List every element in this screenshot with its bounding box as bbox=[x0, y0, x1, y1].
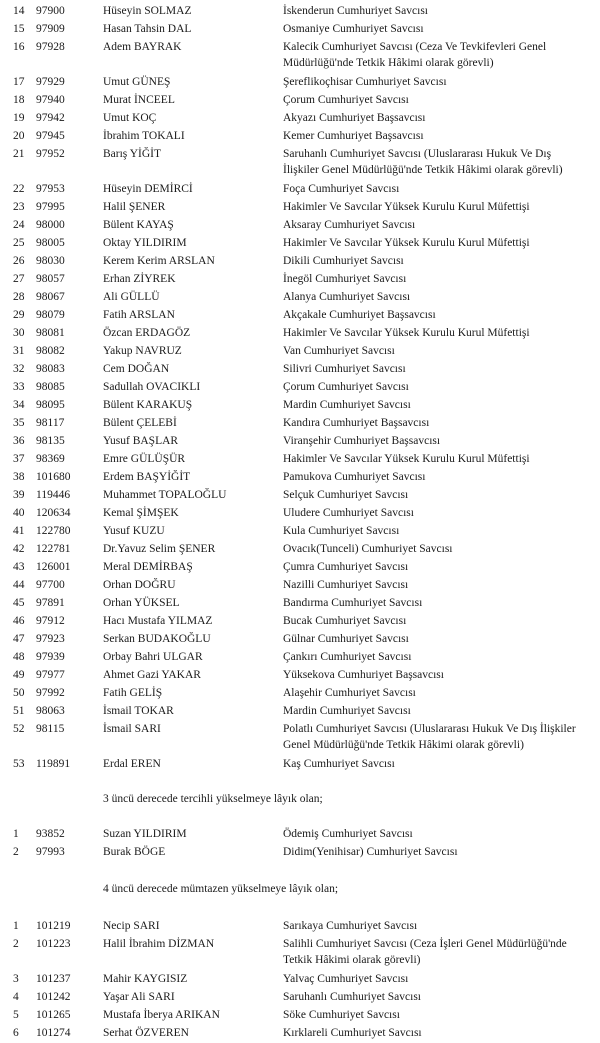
person-name: İsmail TOKAR bbox=[103, 705, 174, 717]
row-number: 2 bbox=[13, 846, 19, 858]
duty-station: Aksaray Cumhuriyet Savcısı bbox=[283, 219, 416, 231]
person-name: Mahir KAYGISIZ bbox=[103, 973, 188, 985]
list-row bbox=[0, 649, 600, 667]
person-name: Yusuf BAŞLAR bbox=[103, 435, 179, 447]
duty-station: Bucak Cumhuriyet Savcısı bbox=[283, 615, 407, 627]
row-number: 52 bbox=[13, 723, 25, 735]
duty-station: Saruhanlı Cumhuriyet Savcısı bbox=[283, 991, 421, 1003]
registry-number: 98082 bbox=[36, 345, 65, 357]
registry-number: 126001 bbox=[36, 561, 71, 573]
row-number: 23 bbox=[13, 201, 25, 213]
duty-station: Yüksekova Cumhuriyet Başsavcısı bbox=[283, 669, 444, 681]
person-name: İsmail SARI bbox=[103, 723, 161, 735]
duty-station: İskenderun Cumhuriyet Savcısı bbox=[283, 5, 429, 17]
list-row bbox=[0, 541, 600, 559]
row-number: 5 bbox=[13, 1009, 19, 1021]
appointment-list-section-3 bbox=[0, 918, 600, 1043]
person-name: Umut GÜNEŞ bbox=[103, 76, 171, 88]
row-number: 51 bbox=[13, 705, 25, 717]
row-number: 40 bbox=[13, 507, 25, 519]
duty-station: Ovacık(Tunceli) Cumhuriyet Savcısı bbox=[283, 543, 453, 555]
person-name: Kerem Kerim ARSLAN bbox=[103, 255, 215, 267]
list-row bbox=[0, 217, 600, 235]
person-name: Yusuf KUZU bbox=[103, 525, 165, 537]
registry-number: 119891 bbox=[36, 758, 71, 770]
list-row bbox=[0, 415, 600, 433]
registry-number: 122781 bbox=[36, 543, 71, 555]
row-number: 34 bbox=[13, 399, 25, 411]
row-number: 53 bbox=[13, 758, 25, 770]
duty-station: Selçuk Cumhuriyet Savcısı bbox=[283, 489, 409, 501]
list-row bbox=[0, 433, 600, 451]
duty-station: Bandırma Cumhuriyet Savcısı bbox=[283, 597, 423, 609]
person-name: Erdal EREN bbox=[103, 758, 161, 770]
registry-number: 98079 bbox=[36, 309, 65, 321]
section-heading-tercihli: 3 üncü derecede tercihli yükselmeye lâyık olan; bbox=[103, 793, 323, 805]
registry-number: 101680 bbox=[36, 471, 71, 483]
person-name: Erhan ZİYREK bbox=[103, 273, 176, 285]
list-row bbox=[0, 3, 600, 21]
person-name: Cem DOĞAN bbox=[103, 363, 170, 375]
registry-number: 119446 bbox=[36, 489, 71, 501]
row-number: 43 bbox=[13, 561, 25, 573]
person-name: Ali GÜLLÜ bbox=[103, 291, 160, 303]
person-name: Oktay YILDIRIM bbox=[103, 237, 187, 249]
duty-station: Kemer Cumhuriyet Başsavcısı bbox=[283, 130, 424, 142]
row-number: 22 bbox=[13, 183, 25, 195]
person-name: Ahmet Gazi YAKAR bbox=[103, 669, 201, 681]
duty-station: Pamukova Cumhuriyet Savcısı bbox=[283, 471, 426, 483]
list-row bbox=[0, 595, 600, 613]
person-name: Hasan Tahsin DAL bbox=[103, 23, 192, 35]
duty-station: Nazilli Cumhuriyet Savcısı bbox=[283, 579, 409, 591]
row-number: 21 bbox=[13, 148, 25, 160]
registry-number: 98005 bbox=[36, 237, 65, 249]
row-number: 30 bbox=[13, 327, 25, 339]
row-number: 25 bbox=[13, 237, 25, 249]
registry-number: 101237 bbox=[36, 973, 71, 985]
person-name: Yakup NAVRUZ bbox=[103, 345, 182, 357]
registry-number: 97995 bbox=[36, 201, 65, 213]
registry-number: 97952 bbox=[36, 148, 65, 160]
person-name: Murat İNCEEL bbox=[103, 94, 175, 106]
list-row bbox=[0, 487, 600, 505]
list-row bbox=[0, 667, 600, 685]
row-number: 47 bbox=[13, 633, 25, 645]
person-name: Burak BÖGE bbox=[103, 846, 166, 858]
row-number: 28 bbox=[13, 291, 25, 303]
list-row bbox=[0, 469, 600, 487]
list-row bbox=[0, 379, 600, 397]
list-row bbox=[0, 199, 600, 217]
list-row bbox=[0, 756, 600, 774]
duty-station: Dikili Cumhuriyet Savcısı bbox=[283, 255, 404, 267]
registry-number: 98063 bbox=[36, 705, 65, 717]
person-name: Yaşar Ali SARI bbox=[103, 991, 175, 1003]
duty-station: Polatlı Cumhuriyet Savcısı (Uluslararası Hukuk Ve Dış İlişkiler Genel Müdürlüğü'nde Tetkik Hâkimi olarak görevli) bbox=[283, 723, 576, 751]
duty-station: Mardin Cumhuriyet Savcısı bbox=[283, 399, 411, 411]
registry-number: 97977 bbox=[36, 669, 65, 681]
row-number: 1 bbox=[13, 920, 19, 932]
registry-number: 97912 bbox=[36, 615, 65, 627]
row-number: 4 bbox=[13, 991, 19, 1003]
list-row bbox=[0, 39, 600, 74]
person-name: Kemal ŞİMŞEK bbox=[103, 507, 179, 519]
person-name: Serkan BUDAKOĞLU bbox=[103, 633, 211, 645]
row-number: 1 bbox=[13, 828, 19, 840]
duty-station: Foça Cumhuriyet Savcısı bbox=[283, 183, 400, 195]
person-name: Emre GÜLÜŞÜR bbox=[103, 453, 186, 465]
duty-station: Kaş Cumhuriyet Savcısı bbox=[283, 758, 395, 770]
list-row bbox=[0, 1007, 600, 1025]
duty-station: Salihli Cumhuriyet Savcısı (Ceza İşleri Genel Müdürlüğü'nde Tetkik Hâkimi olarak görevli) bbox=[283, 938, 567, 966]
row-number: 31 bbox=[13, 345, 25, 357]
duty-station: Mardin Cumhuriyet Savcısı bbox=[283, 705, 411, 717]
person-name: Adem BAYRAK bbox=[103, 41, 182, 53]
row-number: 45 bbox=[13, 597, 25, 609]
person-name: Hüseyin DEMİRCİ bbox=[103, 183, 193, 195]
duty-station: Hakimler Ve Savcılar Yüksek Kurulu Kurul Müfettişi bbox=[283, 453, 530, 465]
duty-station: Silivri Cumhuriyet Savcısı bbox=[283, 363, 406, 375]
person-name: Hacı Mustafa YILMAZ bbox=[103, 615, 213, 627]
list-row bbox=[0, 271, 600, 289]
person-name: Hüseyin SOLMAZ bbox=[103, 5, 192, 17]
registry-number: 122780 bbox=[36, 525, 71, 537]
registry-number: 98057 bbox=[36, 273, 65, 285]
row-number: 41 bbox=[13, 525, 25, 537]
person-name: Orhan DOĞRU bbox=[103, 579, 176, 591]
person-name: Serhat ÖZVEREN bbox=[103, 1027, 189, 1039]
registry-number: 101274 bbox=[36, 1027, 71, 1039]
list-row bbox=[0, 918, 600, 936]
registry-number: 120634 bbox=[36, 507, 71, 519]
list-row bbox=[0, 343, 600, 361]
registry-number: 98030 bbox=[36, 255, 65, 267]
duty-station: Van Cumhuriyet Savcısı bbox=[283, 345, 395, 357]
list-row bbox=[0, 253, 600, 271]
list-row bbox=[0, 307, 600, 325]
duty-station: Hakimler Ve Savcılar Yüksek Kurulu Kurul Müfettişi bbox=[283, 201, 530, 213]
list-row bbox=[0, 844, 600, 862]
person-name: Özcan ERDAGÖZ bbox=[103, 327, 191, 339]
list-row bbox=[0, 235, 600, 253]
row-number: 42 bbox=[13, 543, 25, 555]
row-number: 19 bbox=[13, 112, 25, 124]
row-number: 20 bbox=[13, 130, 25, 142]
registry-number: 97891 bbox=[36, 597, 65, 609]
row-number: 48 bbox=[13, 651, 25, 663]
row-number: 15 bbox=[13, 23, 25, 35]
registry-number: 98117 bbox=[36, 417, 65, 429]
row-number: 46 bbox=[13, 615, 25, 627]
person-name: Meral DEMİRBAŞ bbox=[103, 561, 193, 573]
registry-number: 97928 bbox=[36, 41, 65, 53]
list-row bbox=[0, 703, 600, 721]
row-number: 33 bbox=[13, 381, 25, 393]
person-name: Fatih ARSLAN bbox=[103, 309, 175, 321]
registry-number: 97700 bbox=[36, 579, 65, 591]
appointment-list-section-2 bbox=[0, 826, 600, 862]
registry-number: 101242 bbox=[36, 991, 71, 1003]
row-number: 17 bbox=[13, 76, 25, 88]
duty-station: Çumra Cumhuriyet Savcısı bbox=[283, 561, 409, 573]
row-number: 32 bbox=[13, 363, 25, 375]
person-name: Orhan YÜKSEL bbox=[103, 597, 180, 609]
person-name: Erdem BAŞYİĞİT bbox=[103, 471, 191, 483]
list-row bbox=[0, 577, 600, 595]
duty-station: Hakimler Ve Savcılar Yüksek Kurulu Kurul Müfettişi bbox=[283, 327, 530, 339]
row-number: 49 bbox=[13, 669, 25, 681]
row-number: 29 bbox=[13, 309, 25, 321]
duty-station: Yalvaç Cumhuriyet Savcısı bbox=[283, 973, 409, 985]
registry-number: 101223 bbox=[36, 938, 71, 950]
row-number: 37 bbox=[13, 453, 25, 465]
registry-number: 98067 bbox=[36, 291, 65, 303]
list-row bbox=[0, 181, 600, 199]
list-row bbox=[0, 451, 600, 469]
registry-number: 98085 bbox=[36, 381, 65, 393]
registry-number: 98000 bbox=[36, 219, 65, 231]
list-row bbox=[0, 110, 600, 128]
person-name: Mustafa İberya ARIKAN bbox=[103, 1009, 220, 1021]
list-row bbox=[0, 826, 600, 844]
row-number: 27 bbox=[13, 273, 25, 285]
registry-number: 97909 bbox=[36, 23, 65, 35]
appointment-list-section-1 bbox=[0, 3, 600, 774]
duty-station: Kandıra Cumhuriyet Başsavcısı bbox=[283, 417, 430, 429]
row-number: 18 bbox=[13, 94, 25, 106]
person-name: Bülent KAYAŞ bbox=[103, 219, 174, 231]
list-row bbox=[0, 325, 600, 343]
person-name: Muhammet TOPALOĞLU bbox=[103, 489, 227, 501]
list-row bbox=[0, 559, 600, 577]
list-row bbox=[0, 505, 600, 523]
registry-number: 98135 bbox=[36, 435, 65, 447]
list-row bbox=[0, 128, 600, 146]
row-number: 38 bbox=[13, 471, 25, 483]
row-number: 2 bbox=[13, 938, 19, 950]
row-number: 36 bbox=[13, 435, 25, 447]
duty-station: Söke Cumhuriyet Savcısı bbox=[283, 1009, 400, 1021]
duty-station: Ödemiş Cumhuriyet Savcısı bbox=[283, 828, 413, 840]
row-number: 39 bbox=[13, 489, 25, 501]
registry-number: 97939 bbox=[36, 651, 65, 663]
list-row bbox=[0, 1025, 600, 1043]
person-name: Sadullah OVACIKLI bbox=[103, 381, 201, 393]
list-row bbox=[0, 397, 600, 415]
person-name: Dr.Yavuz Selim ŞENER bbox=[103, 543, 216, 555]
duty-station: Osmaniye Cumhuriyet Savcısı bbox=[283, 23, 424, 35]
row-number: 35 bbox=[13, 417, 25, 429]
registry-number: 97953 bbox=[36, 183, 65, 195]
list-row bbox=[0, 21, 600, 39]
list-row bbox=[0, 74, 600, 92]
duty-station: Kalecik Cumhuriyet Savcısı (Ceza Ve Tevkifevleri Genel Müdürlüğü'nde Tetkik Hâkimi olarak görevli) bbox=[283, 41, 547, 69]
registry-number: 97993 bbox=[36, 846, 65, 858]
duty-station: Çankırı Cumhuriyet Savcısı bbox=[283, 651, 412, 663]
list-row bbox=[0, 989, 600, 1007]
list-row bbox=[0, 936, 600, 971]
row-number: 44 bbox=[13, 579, 25, 591]
row-number: 16 bbox=[13, 41, 25, 53]
person-name: Halil ŞENER bbox=[103, 201, 166, 213]
registry-number: 97945 bbox=[36, 130, 65, 142]
duty-station: Çorum Cumhuriyet Savcısı bbox=[283, 94, 409, 106]
person-name: Halil İbrahim DİZMAN bbox=[103, 938, 215, 950]
duty-station: Şereflikoçhisar Cumhuriyet Savcısı bbox=[283, 76, 447, 88]
person-name: Fatih GELİŞ bbox=[103, 687, 163, 699]
list-row bbox=[0, 289, 600, 307]
duty-station: Kula Cumhuriyet Savcısı bbox=[283, 525, 400, 537]
duty-station: Sarıkaya Cumhuriyet Savcısı bbox=[283, 920, 418, 932]
registry-number: 93852 bbox=[36, 828, 65, 840]
duty-station: Alanya Cumhuriyet Savcısı bbox=[283, 291, 411, 303]
registry-number: 98081 bbox=[36, 327, 65, 339]
duty-station: Gülnar Cumhuriyet Savcısı bbox=[283, 633, 409, 645]
registry-number: 98083 bbox=[36, 363, 65, 375]
person-name: Orbay Bahri ULGAR bbox=[103, 651, 203, 663]
section-heading-mumtazen: 4 üncü derecede mümtazen yükselmeye lâyık olan; bbox=[103, 883, 339, 895]
person-name: Necip SARI bbox=[103, 920, 160, 932]
registry-number: 97929 bbox=[36, 76, 65, 88]
list-row bbox=[0, 685, 600, 703]
list-row bbox=[0, 721, 600, 756]
list-row bbox=[0, 146, 600, 181]
person-name: Bülent ÇELEBİ bbox=[103, 417, 177, 429]
registry-number: 97942 bbox=[36, 112, 65, 124]
person-name: Barış YİĞİT bbox=[103, 148, 162, 160]
registry-number: 98095 bbox=[36, 399, 65, 411]
registry-number: 101219 bbox=[36, 920, 71, 932]
duty-station: Saruhanlı Cumhuriyet Savcısı (Uluslararası Hukuk Ve Dış İlişkiler Genel Müdürlüğü'nde Tetkik Hâkimi olarak görevli) bbox=[283, 148, 563, 176]
list-row bbox=[0, 613, 600, 631]
person-name: Bülent KARAKUŞ bbox=[103, 399, 193, 411]
duty-station: Akçakale Cumhuriyet Başsavcısı bbox=[283, 309, 436, 321]
row-number: 14 bbox=[13, 5, 25, 17]
registry-number: 97940 bbox=[36, 94, 65, 106]
list-row bbox=[0, 92, 600, 110]
person-name: Suzan YILDIRIM bbox=[103, 828, 187, 840]
person-name: Umut KOÇ bbox=[103, 112, 157, 124]
duty-station: Viranşehir Cumhuriyet Başsavcısı bbox=[283, 435, 441, 447]
list-row bbox=[0, 523, 600, 541]
list-row bbox=[0, 361, 600, 379]
registry-number: 98115 bbox=[36, 723, 65, 735]
duty-station: Alaşehir Cumhuriyet Savcısı bbox=[283, 687, 416, 699]
registry-number: 97923 bbox=[36, 633, 65, 645]
registry-number: 101265 bbox=[36, 1009, 71, 1021]
duty-station: Akyazı Cumhuriyet Başsavcısı bbox=[283, 112, 426, 124]
list-row bbox=[0, 631, 600, 649]
row-number: 26 bbox=[13, 255, 25, 267]
duty-station: Hakimler Ve Savcılar Yüksek Kurulu Kurul Müfettişi bbox=[283, 237, 530, 249]
duty-station: Didim(Yenihisar) Cumhuriyet Savcısı bbox=[283, 846, 458, 858]
registry-number: 98369 bbox=[36, 453, 65, 465]
duty-station: İnegöl Cumhuriyet Savcısı bbox=[283, 273, 407, 285]
duty-station: Uludere Cumhuriyet Savcısı bbox=[283, 507, 414, 519]
registry-number: 97900 bbox=[36, 5, 65, 17]
registry-number: 97992 bbox=[36, 687, 65, 699]
duty-station: Kırklareli Cumhuriyet Savcısı bbox=[283, 1027, 422, 1039]
duty-station: Çorum Cumhuriyet Savcısı bbox=[283, 381, 409, 393]
row-number: 50 bbox=[13, 687, 25, 699]
person-name: İbrahim TOKALI bbox=[103, 130, 185, 142]
row-number: 3 bbox=[13, 973, 19, 985]
row-number: 6 bbox=[13, 1027, 19, 1039]
row-number: 24 bbox=[13, 219, 25, 231]
list-row bbox=[0, 971, 600, 989]
